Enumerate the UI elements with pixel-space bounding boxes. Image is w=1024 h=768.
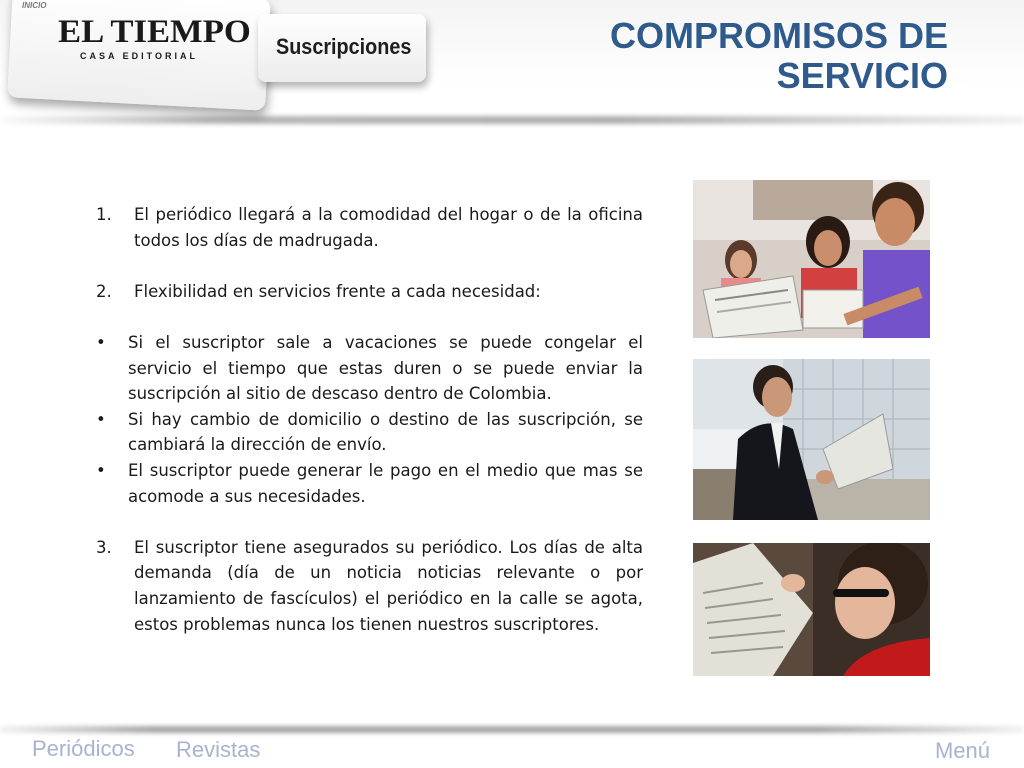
list-number: 2.	[96, 281, 112, 301]
list-item-text: El periódico llegará a la comodidad del hogar o de la oficina todos los días de madrugada.	[134, 205, 643, 250]
bullet-item	[96, 407, 643, 458]
bullet-icon: •	[96, 460, 106, 480]
logo-subtext: CASA EDITORIAL	[80, 51, 199, 61]
inicio-link[interactable]: INICIO	[22, 1, 47, 10]
suscripciones-tab-label[interactable]: Suscripciones	[276, 34, 412, 59]
page-title	[528, 16, 948, 96]
page-title-line2: SERVICIO	[776, 55, 948, 96]
list-number: 1.	[96, 205, 112, 224]
bullet-item-text: Si hay cambio de domicilio o destino de las suscripción, se cambiará la dirección de envío.	[128, 409, 643, 455]
header-divider	[0, 116, 1024, 124]
list-item	[96, 202, 643, 253]
nav-revistas-link[interactable]: Revistas	[176, 737, 261, 762]
list-item-text: Flexibilidad en servicios frente a cada necesidad:	[134, 281, 541, 301]
service-commitments-list	[96, 202, 643, 637]
nav-periodicos-link[interactable]: Periódicos	[32, 736, 135, 761]
list-number: 3.	[96, 537, 112, 557]
nav-menu-link[interactable]: Menú	[934, 738, 990, 763]
bullet-icon: •	[96, 409, 106, 429]
photo-young-people-reading-newspaper	[693, 180, 930, 338]
list-item	[96, 535, 643, 637]
footer-divider	[0, 726, 1024, 733]
list-item-text: El suscriptor tiene asegurados su periódico. Los días de alta demanda (día de un noticia noticias relevante o por lanzamiento de fascículos) el periódico en la calle se agota, estos problemas nunca los tienen nuestros suscriptores.	[134, 537, 643, 634]
photo-woman-glasses-reading-newspaper	[693, 543, 930, 676]
photo-businessman-reading-newspaper	[693, 359, 930, 520]
bullet-item-text: Si el suscriptor sale a vacaciones se puede congelar el servicio el tiempo que estas duren o se puede enviar la suscripción al sitio de descaso dentro de Colombia.	[128, 332, 643, 404]
bullet-item-text: El suscriptor puede generar le pago en el medio que mas se acomode a sus necesidades.	[128, 460, 643, 506]
list-item	[96, 279, 643, 305]
bullet-item	[96, 458, 643, 509]
page-title-line1: COMPROMISOS DE	[609, 15, 948, 56]
logo-el-tiempo[interactable]: EL TIEMPO	[58, 14, 251, 50]
bullet-icon: •	[96, 332, 106, 352]
bullet-item	[96, 330, 643, 407]
